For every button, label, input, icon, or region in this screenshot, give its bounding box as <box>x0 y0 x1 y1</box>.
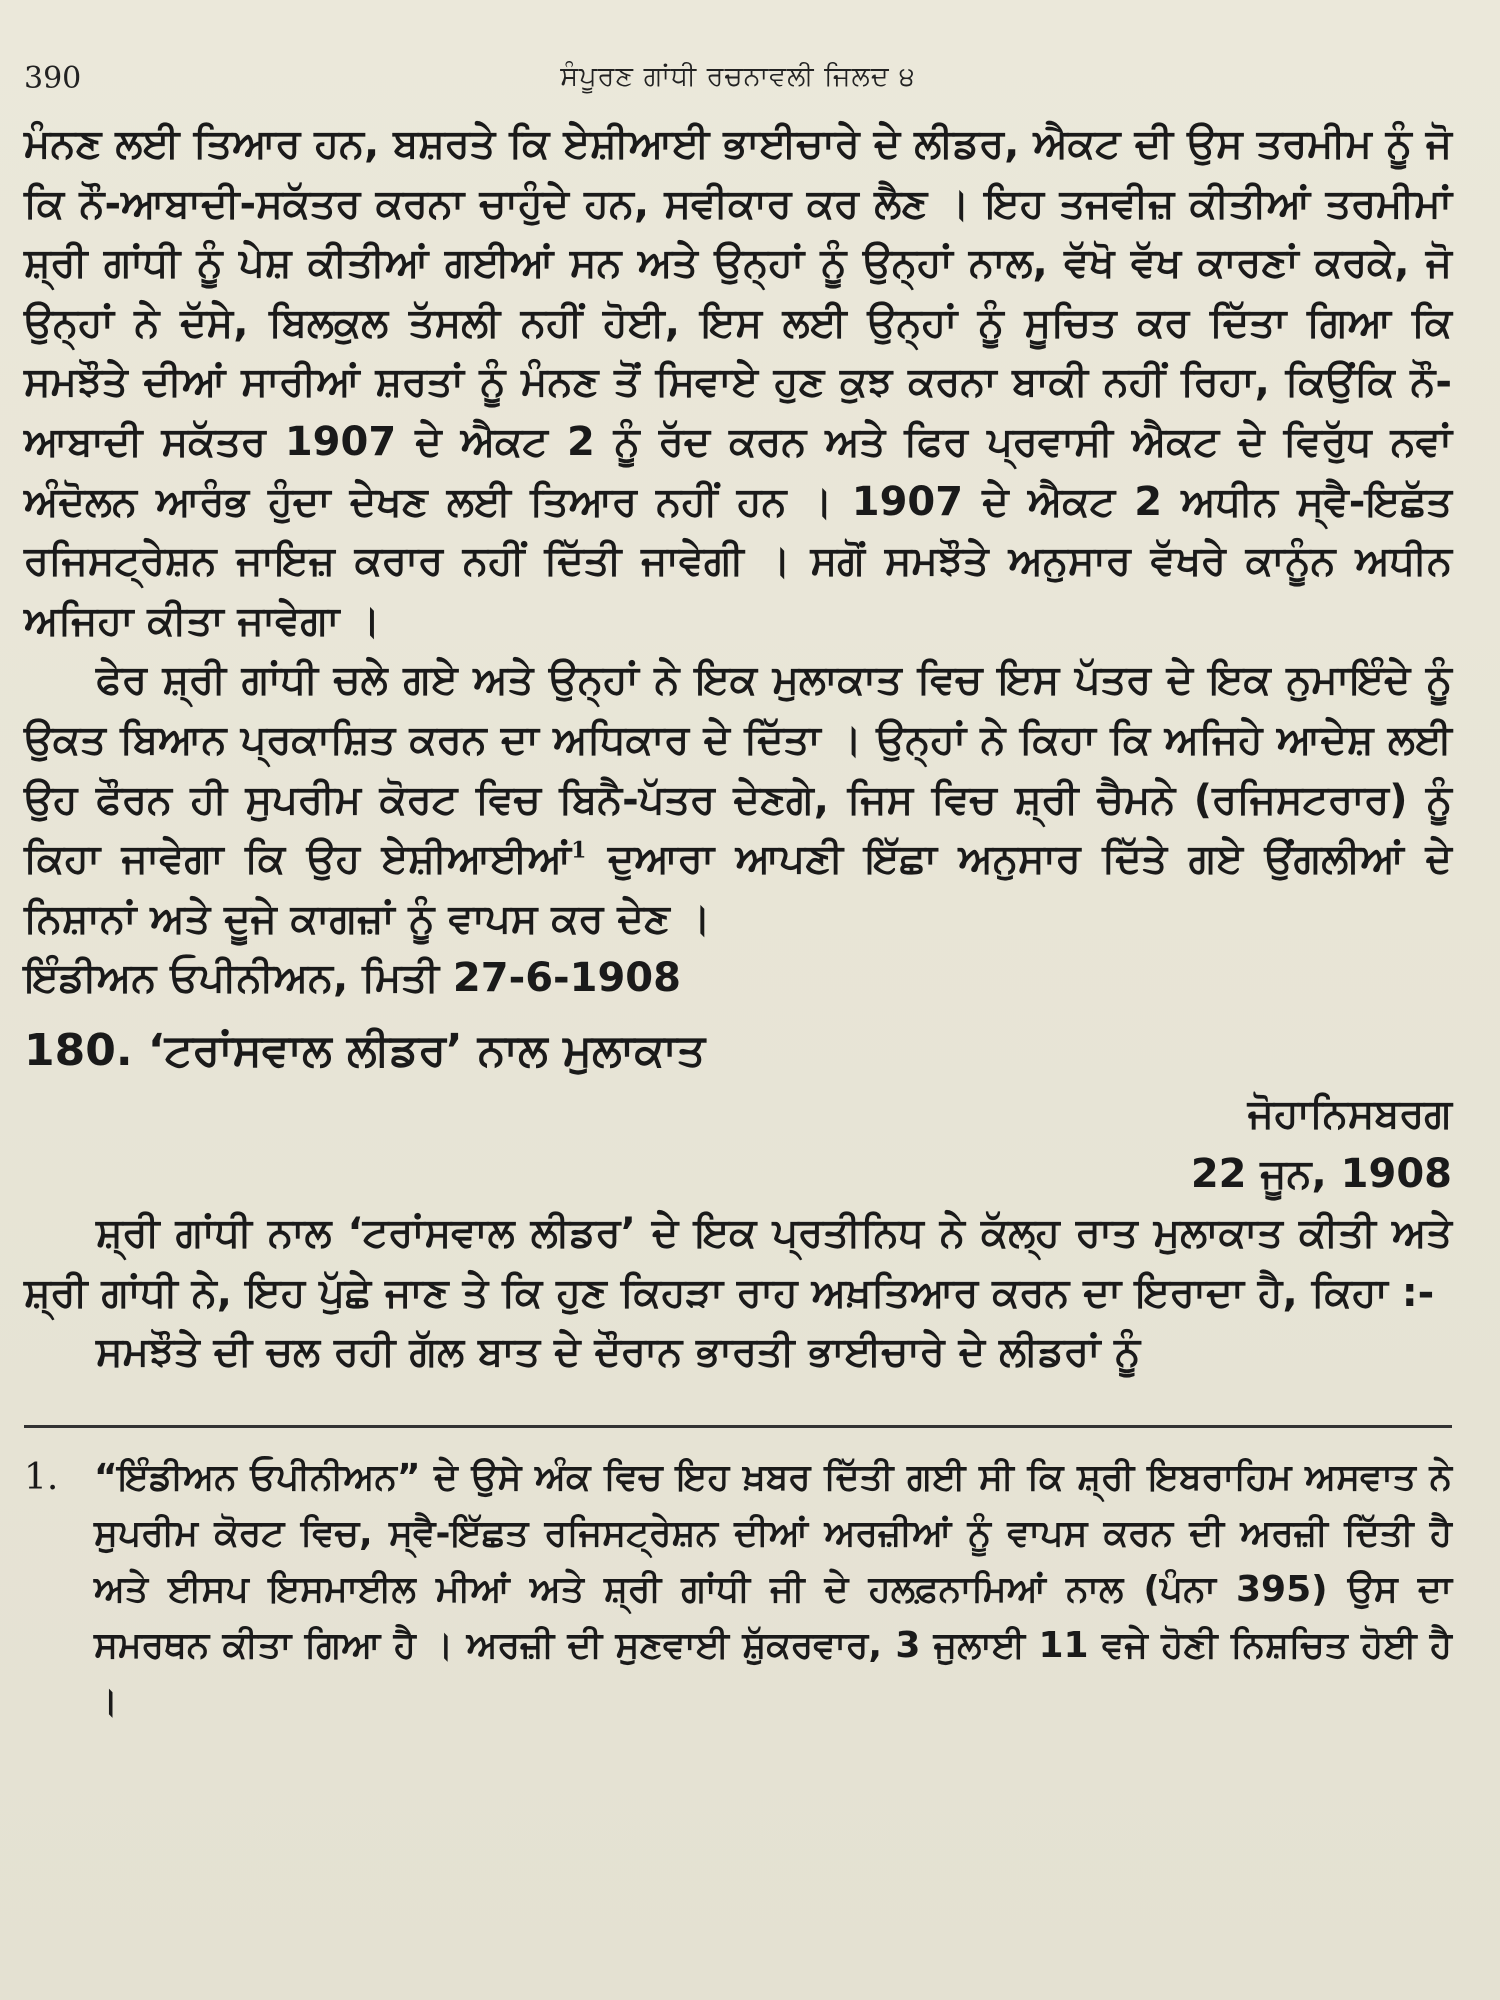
paragraph-text-part-2: ਦੁਆਰਾ ਆਪਣੀ ਇੱਛਾ ਅਨੁਸਾਰ ਦਿੱਤੇ ਗਏ ਉਂਗਲੀਆਂ ਦੇ ਨਿਸ਼ਾਨਾਂ ਅਤੇ ਦੂਜੇ ਕਾਗਜ਼ਾਂ ਨੂੰ ਵਾਪਸ ਕਰ ਦੇਣ । <box>24 836 1452 942</box>
paragraph-continuation: ਮੰਨਣ ਲਈ ਤਿਆਰ ਹਨ, ਬਸ਼ਰਤੇ ਕਿ ਏਸ਼ੀਆਈ ਭਾਈਚਾਰੇ ਦੇ ਲੀਡਰ, ਐਕਟ ਦੀ ਉਸ ਤਰਮੀਮ ਨੂੰ ਜੋ ਕਿ ਨੌ-ਆਬਾਦੀ-ਸਕੱਤਰ ਕਰਨਾ ਚਾਹੁੰਦੇ ਹਨ, ਸਵੀਕਾਰ ਕਰ ਲੈਣ । ਇਹ ਤਜਵੀਜ਼ ਕੀਤੀਆਂ ਤਰਮੀਮਾਂ ਸ਼੍ਰੀ ਗਾਂਧੀ ਨੂੰ ਪੇਸ਼ ਕੀਤੀਆਂ ਗਈਆਂ ਸਨ ਅਤੇ ਉਨ੍ਹਾਂ ਨੂੰ ਉਨ੍ਹਾਂ ਨਾਲ, ਵੱਖੋ ਵੱਖ ਕਾਰਣਾਂ ਕਰਕੇ, ਜੋ ਉਨ੍ਹਾਂ ਨੇ ਦੱਸੇ, ਬਿਲਕੁਲ ਤੱਸਲੀ ਨਹੀਂ ਹੋਈ, ਇਸ ਲਈ ਉਨ੍ਹਾਂ ਨੂੰ ਸੂਚਿਤ ਕਰ ਦਿੱਤਾ ਗਿਆ ਕਿ ਸਮਝੌਤੇ ਦੀਆਂ ਸਾਰੀਆਂ ਸ਼ਰਤਾਂ ਨੂੰ ਮੰਨਣ ਤੋਂ ਸਿਵਾਏ ਹੁਣ ਕੁਝ ਕਰਨਾ ਬਾਕੀ ਨਹੀਂ ਰਿਹਾ, ਕਿਉਂਕਿ ਨੌ-ਆਬਾਦੀ ਸਕੱਤਰ 1907 ਦੇ ਐਕਟ 2 ਨੂੰ ਰੱਦ ਕਰਨ ਅਤੇ ਫਿਰ ਪ੍ਰਵਾਸੀ ਐਕਟ ਦੇ ਵਿਰੁੱਧ ਨਵਾਂ ਅੰਦੋਲਨ ਆਰੰਭ ਹੁੰਦਾ ਦੇਖਣ ਲਈ ਤਿਆਰ ਨਹੀਂ ਹਨ । 1907 ਦੇ ਐਕਟ 2 ਅਧੀਨ ਸ੍ਵੈ-ਇਛੱਤ ਰਜਿਸਟ੍ਰੇਸ਼ਨ ਜਾਇਜ਼ ਕਰਾਰ ਨਹੀਂ ਦਿੱਤੀ ਜਾਵੇਗੀ । ਸਗੋਂ ਸਮਝੌਤੇ ਅਨੁਸਾਰ ਵੱਖਰੇ ਕਾਨੂੰਨ ਅਧੀਨ ਅਜਿਹਾ ਕੀਤਾ ਜਾਵੇਗਾ । <box>24 121 1452 644</box>
main-text <box>24 115 1452 949</box>
footnote-number: 1. <box>24 1456 59 1498</box>
running-head <box>24 55 1452 115</box>
footnote-text: “ਇੰਡੀਅਨ ਓਪੀਨੀਅਨ” ਦੇ ਉਸੇ ਅੰਕ ਵਿਚ ਇਹ ਖ਼ਬਰ ਦਿੱਤੀ ਗਈ ਸੀ ਕਿ ਸ਼੍ਰੀ ਇਬਰਾਹਿਮ ਅਸਵਾਤ ਨੇ ਸੁਪਰੀਮ ਕੋਰਟ ਵਿਚ, ਸ੍ਵੈ-ਇੱਛਤ ਰਜਿਸਟ੍ਰੇਸ਼ਨ ਦੀਆਂ ਅਰਜ਼ੀਆਂ ਨੂੰ ਵਾਪਸ ਕਰਨ ਦੀ ਅਰਜ਼ੀ ਦਿੱਤੀ ਹੈ ਅਤੇ ਈਸਪ ਇਸਮਾਈਲ ਮੀਆਂ ਅਤੇ ਸ਼੍ਰੀ ਗਾਂਧੀ ਜੀ ਦੇ ਹਲਫ਼ਨਾਮਿਆਂ ਨਾਲ (ਪੰਨਾ 395) ਉਸ ਦਾ ਸਮਰਥਨ ਕੀਤਾ ਗਿਆ ਹੈ । ਅਰਜ਼ੀ ਦੀ ਸੁਣਵਾਈ ਸ਼ੁੱਕਰਵਾਰ, 3 ਜੁਲਾਈ 11 ਵਜੇ ਹੋਣੀ ਨਿਸ਼ਚਿਤ ਹੋਈ ਹੈ । <box>94 1456 1452 1722</box>
dateline-place: ਜੋਹਾਨਿਸਬਰਗ <box>1247 1090 1452 1137</box>
section-heading: 180. ‘ਟਰਾਂਸਵਾਲ ਲੀਡਰ’ ਨਾਲ ਮੁਲਾਕਾਤ <box>24 1024 706 1076</box>
page-number: 390 <box>24 61 82 96</box>
section-text <box>24 1204 1452 1383</box>
footnote-divider <box>24 1425 1452 1428</box>
source-citation: ਇੰਡੀਅਨ ਓਪੀਨੀਅਨ, ਮਿਤੀ 27-6-1908 <box>24 955 681 1002</box>
footnote-marker[interactable]: 1 <box>571 837 587 864</box>
paragraph-text-part-1: ਫੇਰ ਸ਼੍ਰੀ ਗਾਂਧੀ ਚਲੇ ਗਏ ਅਤੇ ਉਨ੍ਹਾਂ ਨੇ ਇਕ ਮੁਲਾਕਾਤ ਵਿਚ ਇਸ ਪੱਤਰ ਦੇ ਇਕ ਨੁਮਾਇੰਦੇ ਨੂੰ ਉਕਤ ਬਿਆਨ ਪ੍ਰਕਾਸ਼ਿਤ ਕਰਨ ਦਾ ਅਧਿਕਾਰ ਦੇ ਦਿੱਤਾ । ਉਨ੍ਹਾਂ ਨੇ ਕਿਹਾ ਕਿ ਅਜਿਹੇ ਆਦੇਸ਼ ਲਈ ਉਹ ਫੌਰਨ ਹੀ ਸੁਪਰੀਮ ਕੋਰਟ ਵਿਚ ਬਿਨੈ-ਪੱਤਰ ਦੇਣਗੇ, ਜਿਸ ਵਿਚ ਸ਼੍ਰੀ ਚੈਮਨੇ (ਰਜਿਸਟਰਾਰ) ਨੂੰ ਕਿਹਾ ਜਾਵੇਗਾ ਕਿ ਉਹ ਏਸ਼ੀਆਈਆਂ <box>24 657 1452 883</box>
section-paragraph-quote: ਸਮਝੌਤੇ ਦੀ ਚਲ ਰਹੀ ਗੱਲ ਬਾਤ ਦੇ ਦੌਰਾਨ ਭਾਰਤੀ ਭਾਈਚਾਰੇ ਦੇ ਲੀਡਰਾਂ ਨੂੰ <box>96 1329 1141 1376</box>
dateline-date: 22 ਜੂਨ, 1908 <box>1190 1150 1452 1197</box>
section-paragraph-intro: ਸ਼੍ਰੀ ਗਾਂਧੀ ਨਾਲ ‘ਟਰਾਂਸਵਾਲ ਲੀਡਰ’ ਦੇ ਇਕ ਪ੍ਰਤੀਨਿਧ ਨੇ ਕੱਲ੍ਹ ਰਾਤ ਮੁਲਾਕਾਤ ਕੀਤੀ ਅਤੇ ਸ਼੍ਰੀ ਗਾਂਧੀ ਨੇ, ਇਹ ਪੁੱਛੇ ਜਾਣ ਤੇ ਕਿ ਹੁਣ ਕਿਹੜਾ ਰਾਹ ਅਖ਼ਤਿਆਰ ਕਰਨ ਦਾ ਇਰਾਦਾ ਹੈ, ਕਿਹਾ :- <box>24 1210 1452 1316</box>
paragraph-authorization <box>24 651 1452 949</box>
footnote <box>24 1450 1452 1730</box>
book-title: ਸੰਪੂਰਣ ਗਾਂਧੀ ਰਚਨਾਵਲੀ ਜਿਲਦ ੪ <box>560 61 916 92</box>
